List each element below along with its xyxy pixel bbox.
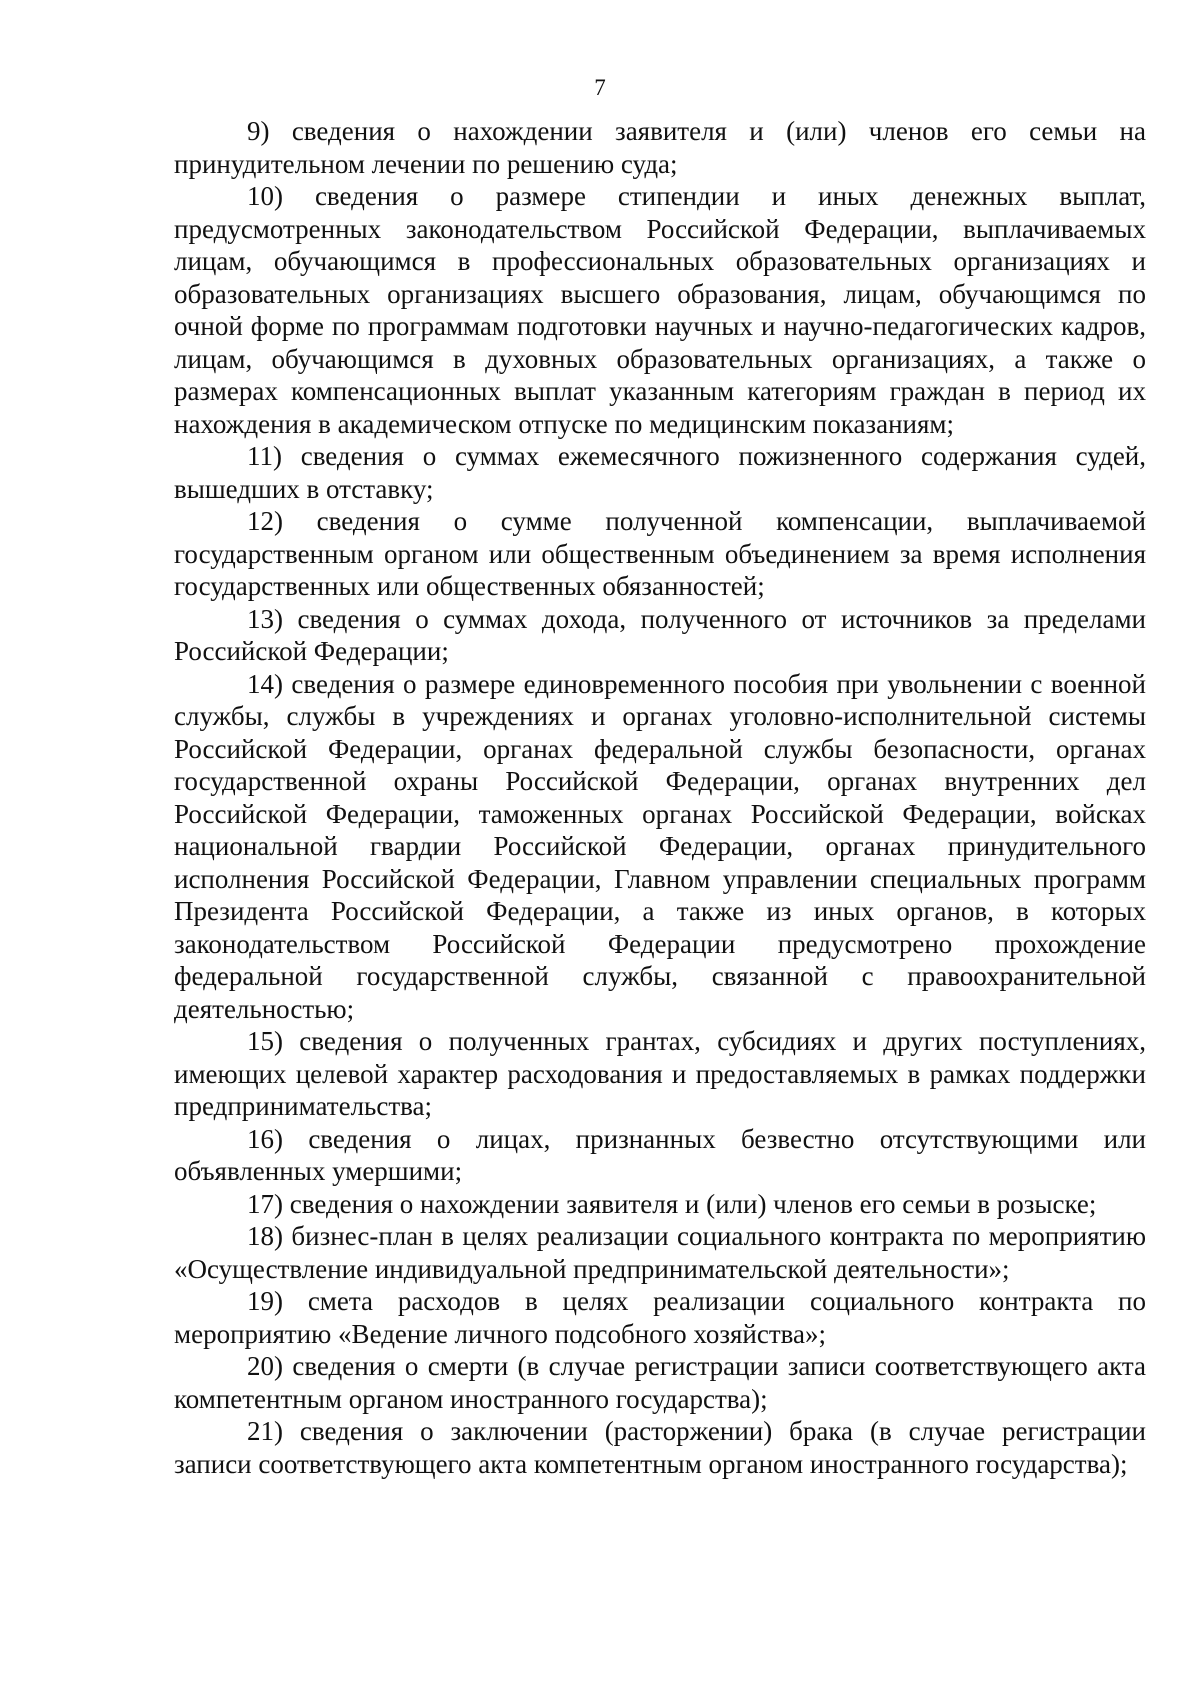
list-item-16: 16) сведения о лицах, признанных безвестно отсутствующими или объявленных умершими;	[174, 1123, 1146, 1186]
list-item-11: 11) сведения о суммах ежемесячного пожизненного содержания судей, вышедших в отставку;	[174, 441, 1146, 504]
list-item-14: 14) сведения о размере единовременного пособия при увольнении с военной службы, службы в учреждениях и органах уголовно-исполнительной системы Российской Федерации, органах федеральной службы безопасности, органах государственной охраны Российской Федерации, органах внутренних дел Российской Федерации, таможенных органах Российской Федерации, войсках национальной гвардии Российской Федерации, органах принудительного исполнения Российской Федерации, Главном управлении специальных программ Президента Российской Федерации, а также из иных органов, в которых законодательством Российской Федерации предусмотрено прохождение федеральной государственной службы, связанной с правоохранительной деятельностью;	[174, 668, 1146, 1024]
list-item-21: 21) сведения о заключении (расторжении) брака (в случае регистрации записи соответствующего акта компетентным органом иностранного государства);	[174, 1416, 1146, 1479]
list-item-15: 15) сведения о полученных грантах, субсидиях и других поступлениях, имеющих целевой характер расходования и предоставляемых в рамках поддержки предпринимательства;	[174, 1026, 1146, 1121]
page-number: 7	[594, 75, 606, 100]
list-item-18: 18) бизнес-план в целях реализации социального контракта по мероприятию «Осуществление индивидуальной предпринимательской деятельности»;	[174, 1221, 1146, 1284]
document-body	[174, 115, 1146, 1480]
list-item-13: 13) сведения о суммах дохода, полученного от источников за пределами Российской Федерации;	[174, 603, 1146, 666]
list-item-19: 19) смета расходов в целях реализации социального контракта по мероприятию «Ведение личного подсобного хозяйства»;	[174, 1286, 1146, 1349]
list-item-9: 9) сведения о нахождении заявителя и (или) членов его семьи на принудительном лечении по решению суда;	[174, 116, 1146, 179]
list-item-10: 10) сведения о размере стипендии и иных денежных выплат, предусмотренных законодательством Российской Федерации, выплачиваемых лицам, обучающимся в профессиональных образовательных организациях и образовательных организациях высшего образования, лицам, обучающимся по очной форме по программам подготовки научных и научно-педагогических кадров, лицам, обучающимся в духовных образовательных организациях, а также о размерах компенсационных выплат указанным категориям граждан в период их нахождения в академическом отпуске по медицинским показаниям;	[174, 181, 1146, 439]
list-item-12: 12) сведения о сумме полученной компенсации, выплачиваемой государственным органом или общественным объединением за время исполнения государственных или общественных обязанностей;	[174, 506, 1146, 601]
list-item-17: 17) сведения о нахождении заявителя и (или) членов его семьи в розыске;	[247, 1188, 1097, 1219]
list-item-20: 20) сведения о смерти (в случае регистрации записи соответствующего акта компетентным органом иностранного государства);	[174, 1351, 1146, 1414]
